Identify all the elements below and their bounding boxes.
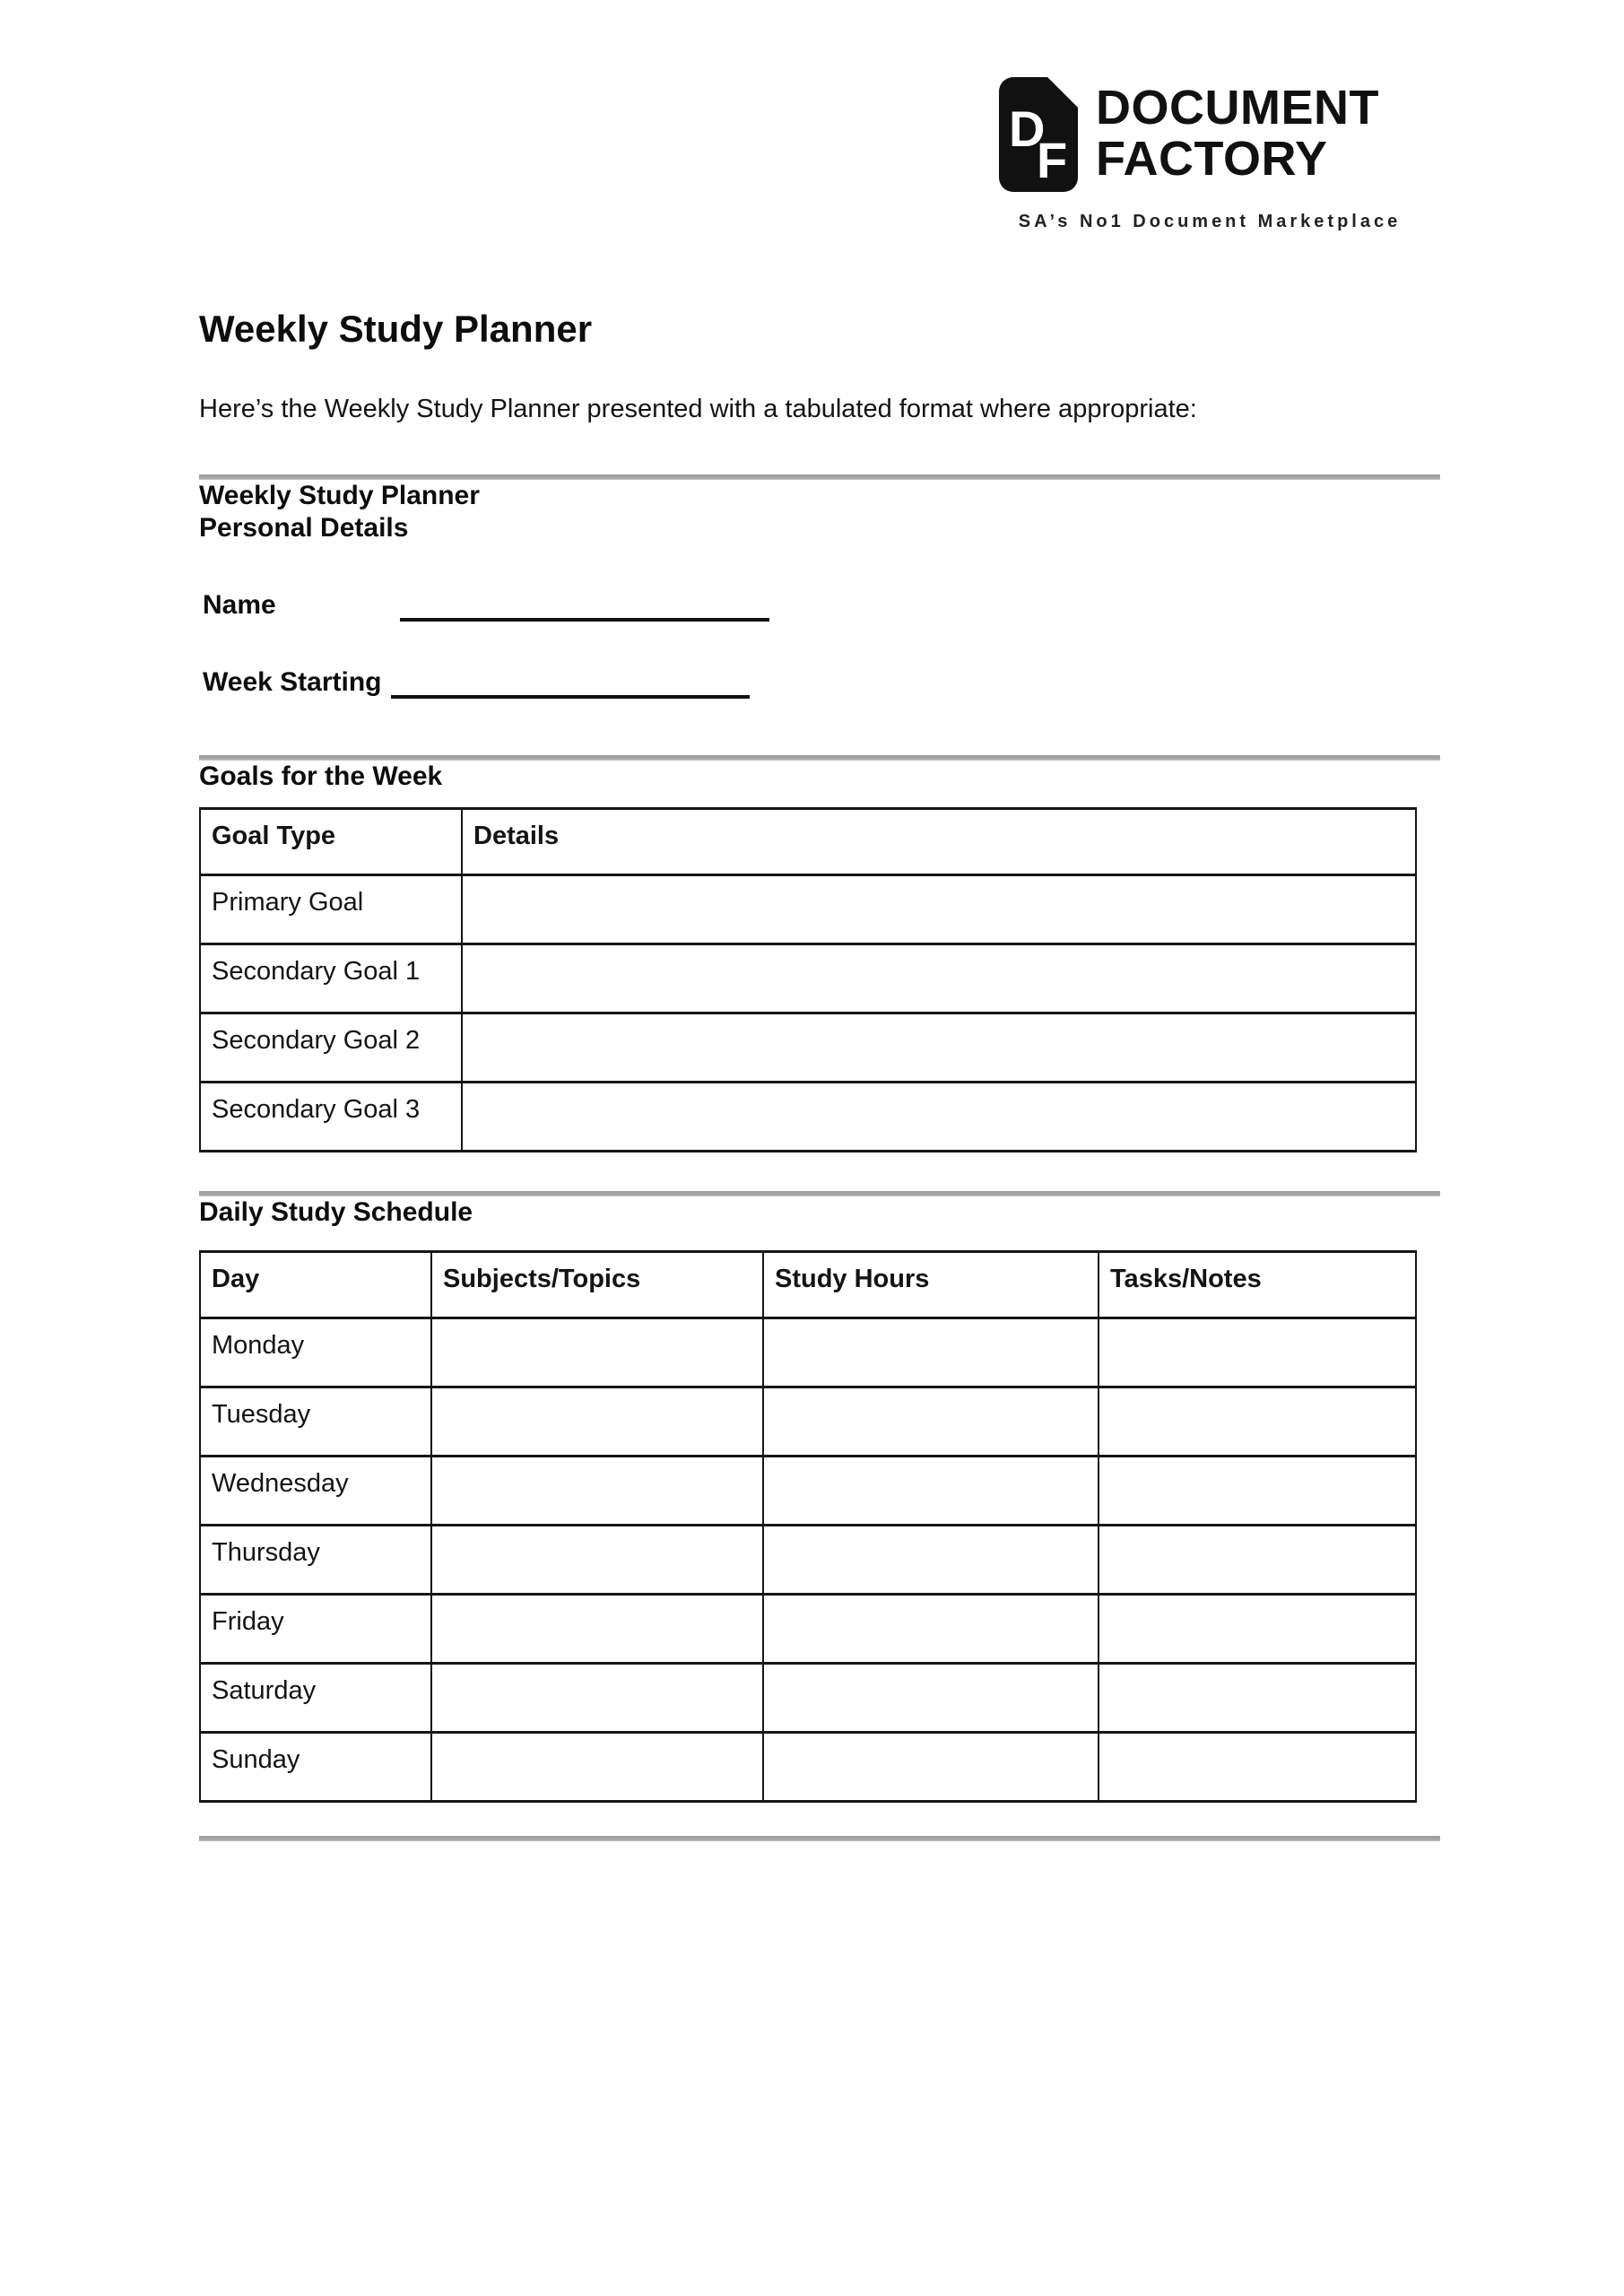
- schedule-header-hours: Study Hours: [763, 1252, 1099, 1318]
- hours-cell: [763, 1664, 1099, 1733]
- schedule-header-row: [200, 1252, 1416, 1318]
- hours-cell: [763, 1733, 1099, 1802]
- notes-cell: [1099, 1387, 1416, 1457]
- schedule-header-day: Day: [200, 1252, 431, 1318]
- logo-word-document: DOCUMENT: [1096, 81, 1379, 135]
- table-row: [200, 1664, 1416, 1733]
- page-title: Weekly Study Planner: [199, 308, 593, 350]
- goals-header-details: Details: [462, 809, 1416, 875]
- subjects-cell: [431, 1387, 763, 1457]
- notes-cell: [1099, 1733, 1416, 1802]
- hours-cell: [763, 1318, 1099, 1387]
- logo-letter-f: F: [1037, 132, 1068, 188]
- table-row: [200, 1387, 1416, 1457]
- week-starting-field-row: [199, 665, 1440, 699]
- schedule-header-notes: Tasks/Notes: [1099, 1252, 1416, 1318]
- goals-section-title: Goals for the Week: [199, 761, 443, 791]
- week-starting-blank-line: [391, 665, 750, 699]
- table-row: [200, 875, 1416, 944]
- notes-cell: [1099, 1457, 1416, 1526]
- table-row: [200, 1595, 1416, 1664]
- table-row: [200, 1526, 1416, 1595]
- notes-cell: [1099, 1664, 1416, 1733]
- goal-type-cell: Secondary Goal 1: [200, 944, 462, 1013]
- name-field-row: [199, 587, 1440, 622]
- goals-header-row: [200, 809, 1416, 875]
- goals-header-goal-type: Goal Type: [200, 809, 462, 875]
- notes-cell: [1099, 1526, 1416, 1595]
- logo-letter-d: D: [1009, 100, 1046, 157]
- table-row: [200, 1457, 1416, 1526]
- notes-cell: [1099, 1318, 1416, 1387]
- hours-cell: [763, 1457, 1099, 1526]
- goal-type-cell: Primary Goal: [200, 875, 462, 944]
- table-row: [200, 1733, 1416, 1802]
- day-cell: Sunday: [200, 1733, 431, 1802]
- logo-tagline: SA’s No1 Document Marketplace: [1018, 212, 1402, 231]
- subjects-cell: [431, 1457, 763, 1526]
- daily-schedule-table: [199, 1250, 1417, 1803]
- day-cell: Monday: [200, 1318, 431, 1387]
- day-cell: Friday: [200, 1595, 431, 1664]
- subjects-cell: [431, 1733, 763, 1802]
- goal-details-cell: [462, 944, 1416, 1013]
- subjects-cell: [431, 1318, 763, 1387]
- goal-type-cell: Secondary Goal 2: [200, 1013, 462, 1083]
- section-divider: [199, 1836, 1440, 1841]
- goals-table: [199, 807, 1417, 1152]
- goal-details-cell: [462, 1083, 1416, 1152]
- document-content: [199, 0, 1440, 1841]
- name-blank-line: [400, 587, 769, 622]
- table-row: [200, 1318, 1416, 1387]
- notes-cell: [1099, 1595, 1416, 1664]
- schedule-section-title: Daily Study Schedule: [199, 1197, 473, 1227]
- hours-cell: [763, 1526, 1099, 1595]
- intro-text: Here’s the Weekly Study Planner presented with a tabulated format where appropriate:: [199, 395, 1197, 423]
- subjects-cell: [431, 1595, 763, 1664]
- subjects-cell: [431, 1664, 763, 1733]
- week-starting-label: Week Starting: [203, 667, 382, 697]
- name-label: Name: [203, 590, 276, 620]
- table-row: [200, 1083, 1416, 1152]
- personal-details-heading: Personal Details: [199, 513, 409, 543]
- hours-cell: [763, 1387, 1099, 1457]
- subjects-cell: [431, 1526, 763, 1595]
- day-cell: Tuesday: [200, 1387, 431, 1457]
- form-section-title: Weekly Study Planner: [199, 481, 480, 510]
- goal-details-cell: [462, 875, 1416, 944]
- logo-word-factory: FACTORY: [1096, 132, 1328, 186]
- goal-details-cell: [462, 1013, 1416, 1083]
- day-cell: Saturday: [200, 1664, 431, 1733]
- table-row: [200, 944, 1416, 1013]
- day-cell: Thursday: [200, 1526, 431, 1595]
- day-cell: Wednesday: [200, 1457, 431, 1526]
- hours-cell: [763, 1595, 1099, 1664]
- table-row: [200, 1013, 1416, 1083]
- schedule-header-subjects: Subjects/Topics: [431, 1252, 763, 1318]
- goal-type-cell: Secondary Goal 3: [200, 1083, 462, 1152]
